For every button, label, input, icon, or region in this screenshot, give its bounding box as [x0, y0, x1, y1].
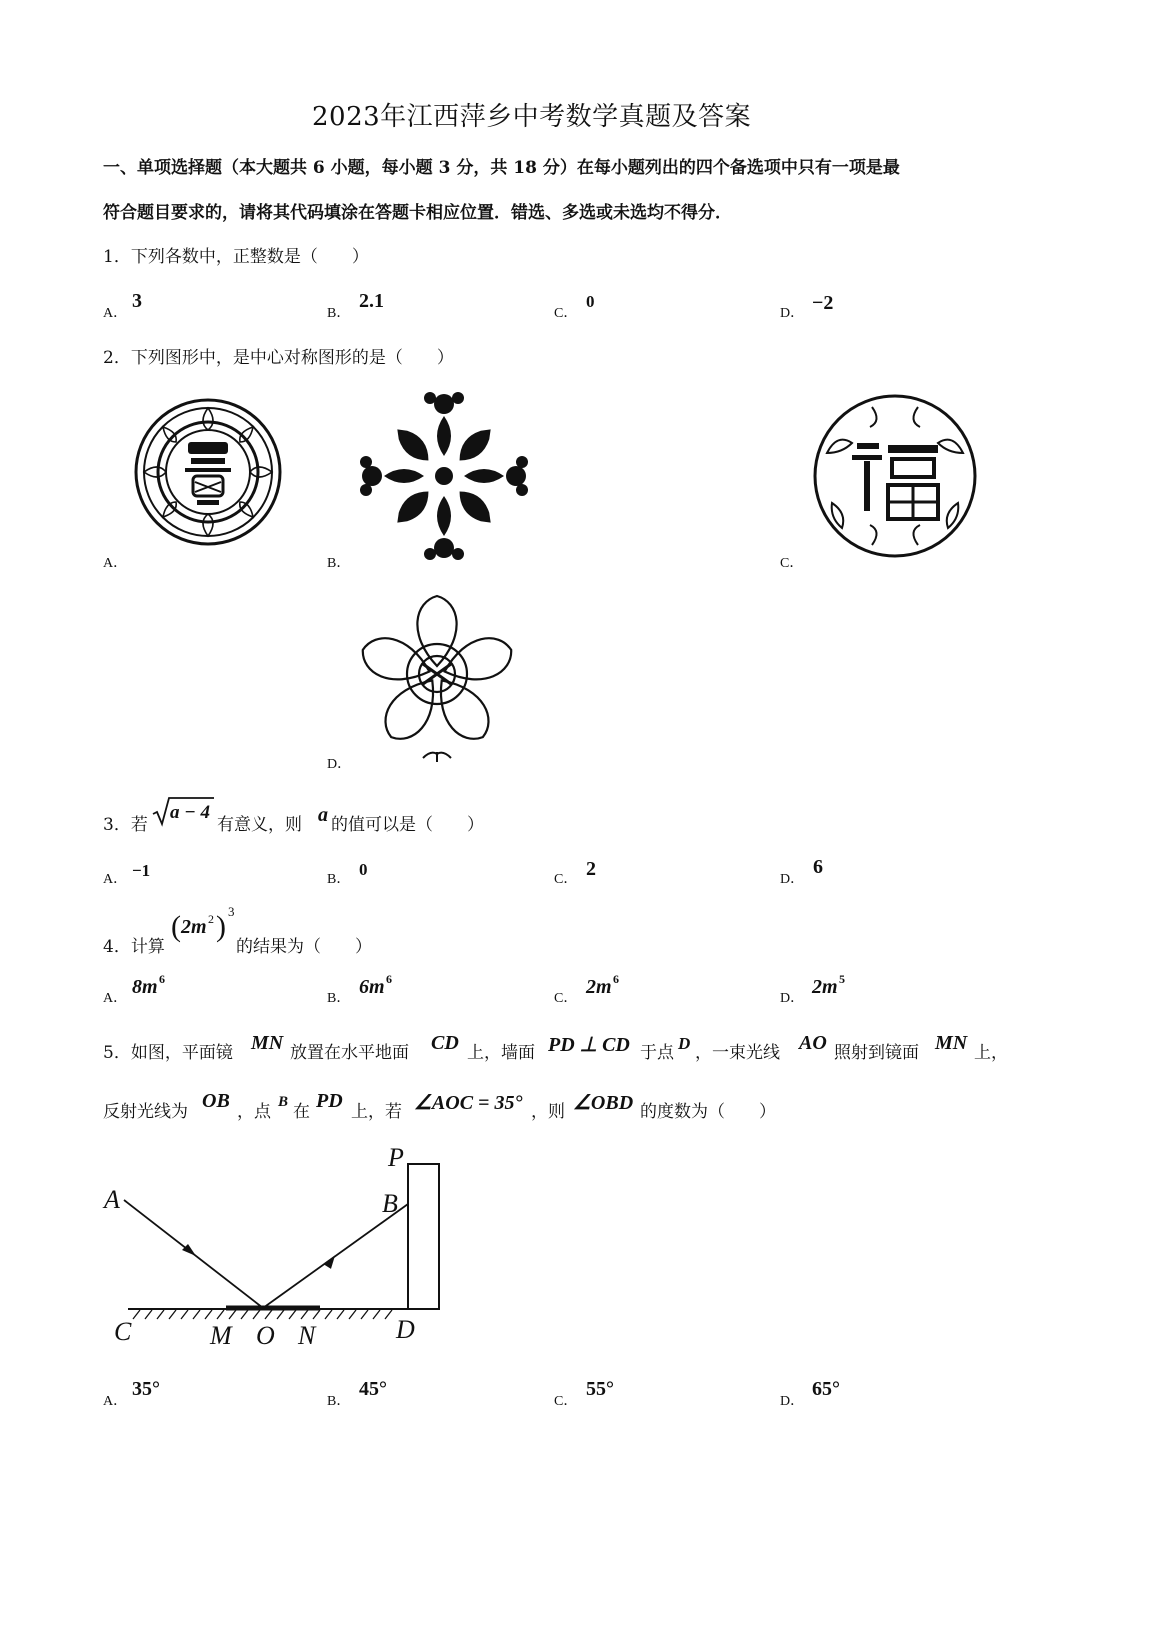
q1-option-a-value: 3	[132, 290, 142, 312]
q5-text-1g: 上，	[974, 1043, 1008, 1063]
q3-radicand: a − 4	[170, 802, 211, 823]
q3-option-d-letter: D．	[780, 872, 805, 887]
q4-suffix: 的结果为（ ）	[236, 937, 372, 957]
q3-variable: a	[318, 804, 328, 826]
q5-option-b-value: 45°	[359, 1378, 387, 1400]
q5-text-2b: ，点	[237, 1102, 271, 1122]
q5-option-d-letter: D．	[780, 1394, 805, 1409]
q3-option-c-letter: C．	[554, 872, 578, 887]
q4-option-a-coef: 8m	[132, 976, 158, 998]
q3-option-c-value: 2	[586, 858, 596, 880]
q5-var-b: B	[278, 1094, 289, 1110]
q1-option-c-letter: C．	[554, 306, 578, 321]
figure-label-n: N	[298, 1321, 316, 1350]
q4-option-a-exp: 6	[159, 972, 165, 986]
q3-option-b-letter: B．	[327, 872, 351, 887]
q4-option-c-exp: 6	[613, 972, 619, 986]
q1-option-d-letter: D．	[780, 306, 805, 321]
q5-option-c-value: 55°	[586, 1378, 614, 1400]
q5-text-1f: 照射到镜面	[834, 1043, 919, 1063]
q1-option-d-value: −2	[812, 292, 834, 314]
q2-figure-b-flower	[360, 388, 528, 563]
q5-option-b-letter: B．	[327, 1394, 351, 1409]
q3-option-a-value: −1	[132, 861, 151, 880]
q4-right-paren: )	[216, 910, 226, 943]
q2-option-c-letter: C．	[780, 556, 804, 571]
q3-suffix: 的值可以是（ ）	[331, 815, 484, 835]
q5-var-ob: OB	[202, 1090, 230, 1112]
q1-option-c-value: 0	[586, 292, 595, 311]
question-2-stem: 2．下列图形中，是中心对称图形的是（ ）	[103, 348, 454, 368]
page-title: 2023年江西萍乡中考数学真题及答案	[312, 102, 752, 132]
q4-expr-inner-exponent: 2	[208, 912, 214, 926]
q5-angle-aoc: ∠AOC = 35°	[414, 1092, 523, 1114]
q5-text-1d: 于点	[640, 1043, 674, 1063]
q4-option-b-exp: 6	[386, 972, 392, 986]
q5-perp-expr: PD ⊥ CD	[548, 1034, 630, 1056]
q3-prefix: 3．若	[103, 815, 148, 835]
q4-option-d-coef: 2m	[812, 976, 838, 998]
figure-label-d: D	[396, 1315, 415, 1344]
q5-option-a-value: 35°	[132, 1378, 160, 1400]
q4-option-a-letter: A．	[103, 991, 128, 1006]
figure-label-m: M	[210, 1321, 232, 1350]
figure-label-b: B	[382, 1189, 398, 1218]
q2-figure-c-seal	[812, 393, 978, 559]
q4-option-c-letter: C．	[554, 991, 578, 1006]
q4-option-d-exp: 5	[839, 972, 845, 986]
q3-option-d-value: 6	[813, 856, 823, 878]
q5-text-1c: 上，墙面	[467, 1043, 535, 1063]
q2-figure-d-flower	[358, 592, 516, 762]
q5-text-1e: ，一束光线	[695, 1043, 780, 1063]
q5-text-2c: 在	[293, 1102, 310, 1122]
q2-option-d-letter: D．	[327, 757, 352, 772]
figure-label-o: O	[256, 1321, 275, 1350]
q5-angle-obd: ∠OBD	[573, 1092, 634, 1114]
figure-label-c: C	[114, 1317, 132, 1346]
figure-label-p: P	[388, 1143, 404, 1172]
q2-option-a-letter: A．	[103, 556, 128, 571]
q5-text-2f: 的度数为（ ）	[640, 1102, 776, 1122]
q3-middle: 有意义，则	[217, 815, 302, 835]
q5-var-d: D	[678, 1034, 691, 1053]
q5-text-1b: 放置在水平地面	[290, 1043, 409, 1063]
q5-option-a-letter: A．	[103, 1394, 128, 1409]
q1-option-b-letter: B．	[327, 306, 351, 321]
q4-option-b-letter: B．	[327, 991, 351, 1006]
q4-prefix: 4．计算	[103, 937, 165, 957]
q3-option-a-letter: A．	[103, 872, 128, 887]
q3-option-b-value: 0	[359, 860, 368, 879]
figure-label-a: A	[104, 1185, 120, 1214]
q5-var-cd: CD	[431, 1032, 459, 1054]
q4-expr-inner: 2m	[181, 916, 207, 938]
q4-option-d-letter: D．	[780, 991, 805, 1006]
question-1-stem: 1．下列各数中，正整数是（ ）	[103, 247, 369, 267]
q5-text-2e: ，则	[531, 1102, 565, 1122]
q5-var-mn-2: MN	[935, 1032, 968, 1054]
q5-text-2d: 上，若	[351, 1102, 402, 1122]
q4-option-b-coef: 6m	[359, 976, 385, 998]
q5-option-c-letter: C．	[554, 1394, 578, 1409]
q2-option-b-letter: B．	[327, 556, 351, 571]
q5-var-mn: MN	[251, 1032, 284, 1054]
q1-option-a-letter: A．	[103, 306, 128, 321]
q4-left-paren: (	[171, 910, 181, 943]
q4-option-c-coef: 2m	[586, 976, 612, 998]
q1-option-b-value: 2.1	[359, 290, 384, 312]
q5-var-pd: PD	[316, 1090, 343, 1112]
q4-expr-outer-exponent: 3	[228, 904, 235, 919]
q5-text-1a: 5．如图，平面镜	[103, 1043, 233, 1063]
q5-var-ao: AO	[799, 1032, 827, 1054]
q5-option-d-value: 65°	[812, 1378, 840, 1400]
q2-figure-a-medallion	[133, 390, 283, 555]
q5-geometry-figure	[100, 1140, 460, 1360]
section-heading-line2: 符合题目要求的，请将其代码填涂在答题卡相应位置．错选、多选或未选均不得分．	[103, 203, 732, 223]
section-heading-line1: 一、单项选择题（本大题共 6 小题，每小题 3 分，共 18 分）在每小题列出的四个备选项中只有一项是最	[103, 158, 900, 178]
q5-text-2a: 反射光线为	[103, 1102, 188, 1122]
